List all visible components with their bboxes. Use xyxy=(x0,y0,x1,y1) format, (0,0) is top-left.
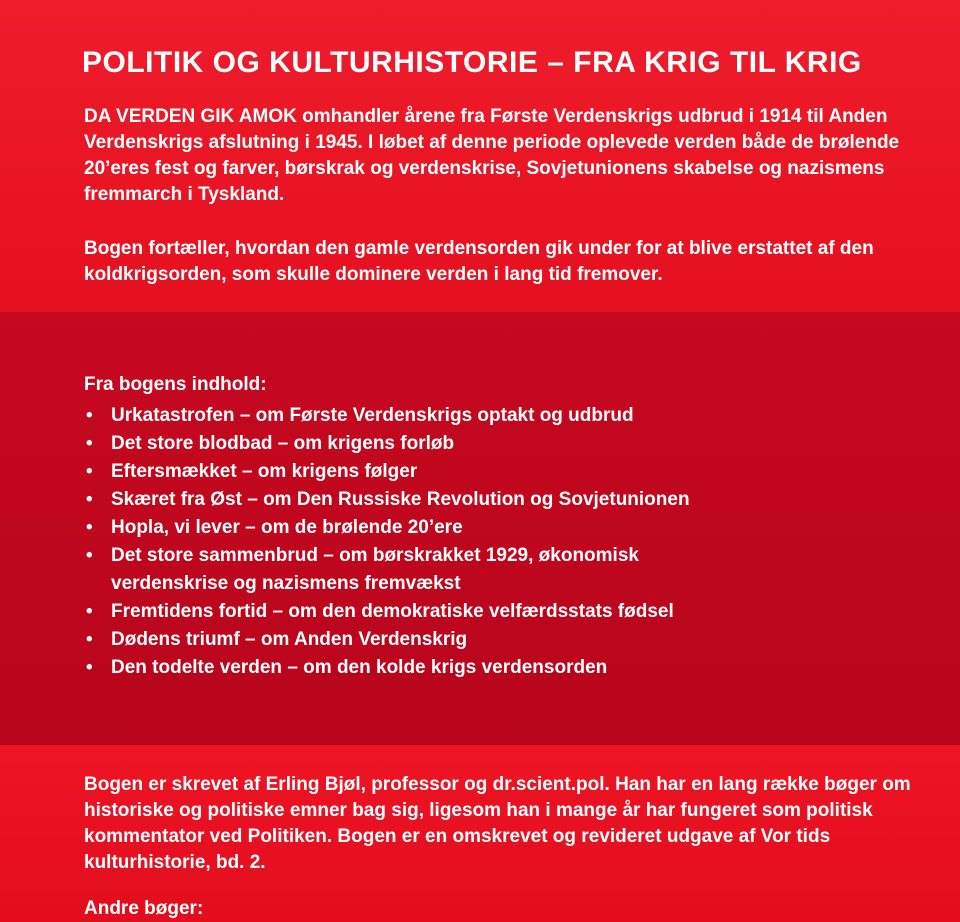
list-item xyxy=(84,626,944,654)
list-item-text: Det store blodbad – om krigens forløb xyxy=(111,433,455,454)
intro-lead: DA VERDEN GIK AMOK xyxy=(84,106,297,127)
bullet-icon: • xyxy=(86,601,93,622)
list-item xyxy=(84,542,671,598)
list-item-text: Det store sammenbrud – om børskrakket 1929, økonomisk verdenskrise og nazismens fremvækst xyxy=(111,545,639,594)
author-paragraph: Bogen er skrevet af Erling Bjøl, professor og dr.scient.pol. Han har en lang række bøger om historiske og politiske emner bag sig, ligesom han i mange år har fungeret som politisk kommentator ved Politiken. Bogen er en omskrevet og revideret udgave af Vor tids kulturhistorie, bd. 2. xyxy=(84,774,911,873)
contents-heading: Fra bogens indhold: xyxy=(84,374,267,395)
bullet-icon: • xyxy=(86,657,93,678)
list-item-text: Fremtidens fortid – om den demokratiske velfærdsstats fødsel xyxy=(111,601,674,622)
contents-list xyxy=(84,402,944,682)
bullet-icon: • xyxy=(86,629,93,650)
summary-paragraph: Bogen fortæller, hvordan den gamle verdensorden gik under for at blive erstattet af den koldkrigsorden, som skulle dominere verden i lang tid fremover. xyxy=(84,238,874,285)
list-item-text: Eftersmækket – om krigens følger xyxy=(111,461,418,482)
list-item xyxy=(84,458,944,486)
list-item xyxy=(84,598,944,626)
list-item-text: Dødens triumf – om Anden Verdenskrig xyxy=(111,629,468,650)
page-title: POLITIK OG KULTURHISTORIE – FRA KRIG TIL KRIG xyxy=(82,46,862,79)
list-item-text: Den todelte verden – om den kolde krigs verdensorden xyxy=(111,657,608,678)
list-item xyxy=(84,402,944,430)
list-item-text: Skæret fra Øst – om Den Russiske Revolution og Sovjetunionen xyxy=(111,489,690,510)
bullet-icon: • xyxy=(86,545,93,566)
bullet-icon: • xyxy=(86,405,93,426)
list-item xyxy=(84,654,944,682)
list-item-text: Urkatastrofen – om Første Verdenskrigs optakt og udbrud xyxy=(111,405,634,426)
intro-text: omhandler årene fra Første Verdenskrigs udbrud i 1914 til Anden Verdenskrigs afslutning i 1945. I løbet af denne periode oplevede verden både de brølende 20’eres fest og farver, børskrak og verdenskrise, Sovjetunionens skabelse og nazismens fremmarch i Tyskland. xyxy=(84,106,900,205)
list-item xyxy=(84,430,944,458)
bullet-icon: • xyxy=(86,461,93,482)
intro-paragraph xyxy=(84,104,944,208)
list-item xyxy=(84,514,944,542)
list-item-text: Hopla, vi lever – om de brølende 20’ere xyxy=(111,517,463,538)
bullet-icon: • xyxy=(86,433,93,454)
bullet-icon: • xyxy=(86,517,93,538)
list-item xyxy=(84,486,944,514)
other-books-heading: Andre bøger: xyxy=(84,898,204,919)
bullet-icon: • xyxy=(86,489,93,510)
